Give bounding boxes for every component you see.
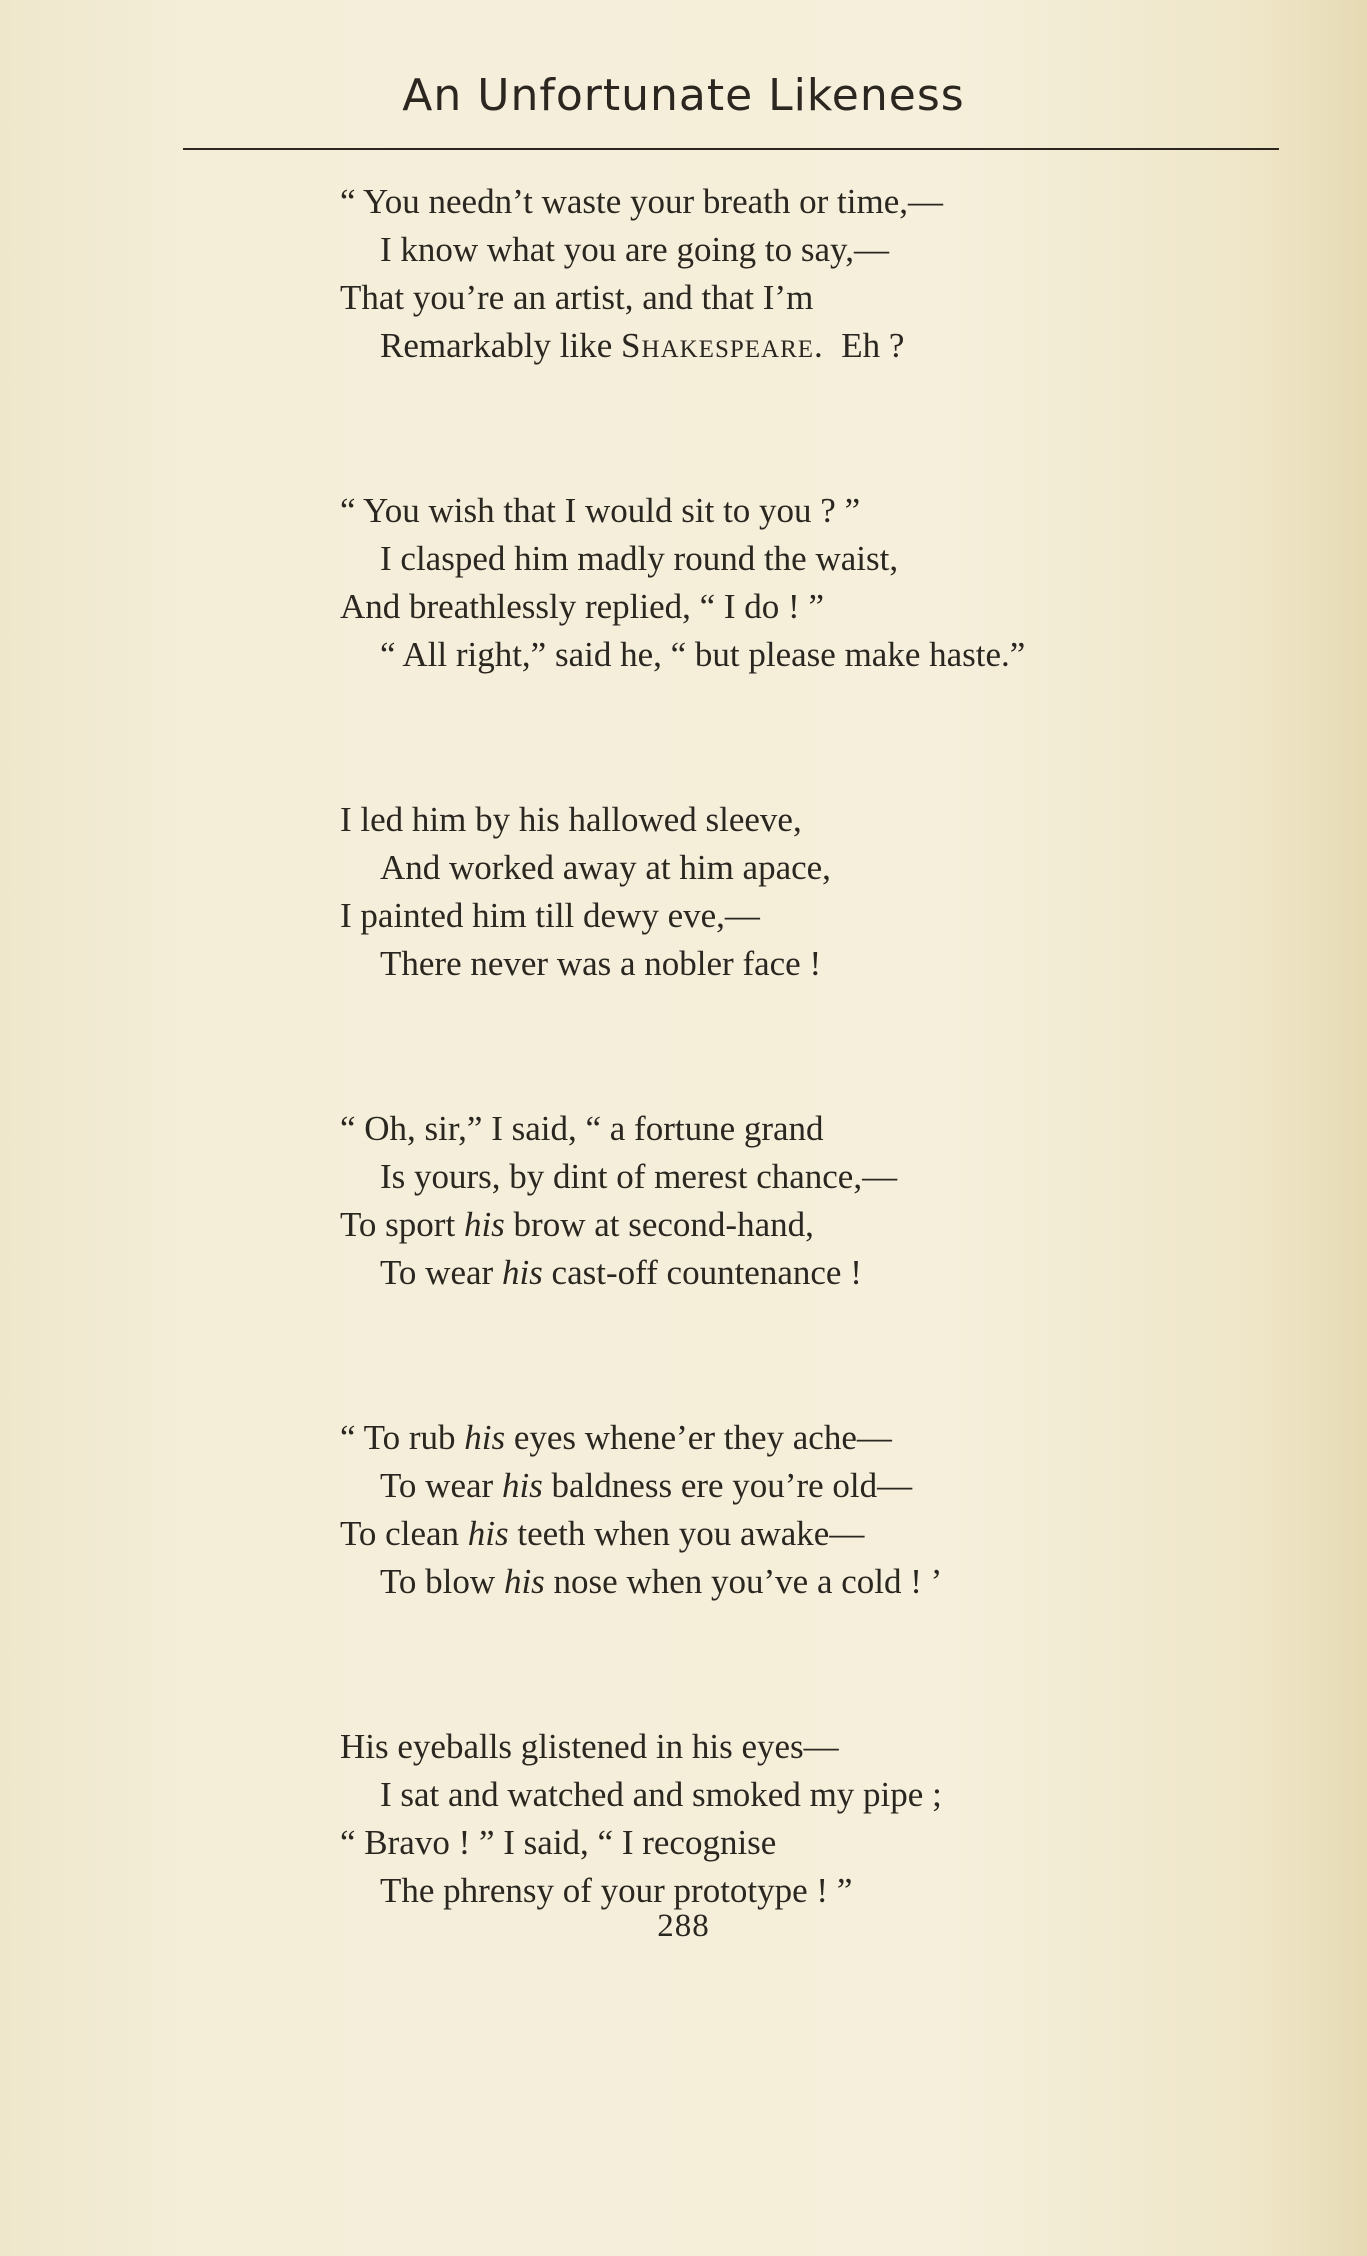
poem-line: I led him by his hallowed sleeve,	[340, 800, 802, 839]
italic-word: his	[464, 1418, 506, 1457]
poem-line: I know what you are going to say,—	[380, 230, 890, 269]
poem-line	[340, 1510, 1240, 1558]
poem-line	[340, 1462, 1240, 1510]
stanza-3	[340, 796, 1240, 988]
italic-word: his	[503, 1562, 545, 1601]
poem-line: “ You wish that I would sit to you ? ”	[340, 491, 861, 530]
stanza-2	[340, 487, 1240, 679]
poem-line: And worked away at him apace,	[380, 848, 831, 887]
poem-line: The phrensy of your prototype ! ”	[380, 1871, 853, 1910]
stanza-6	[340, 1723, 1240, 1915]
italic-word: his	[501, 1466, 543, 1505]
stanza-1	[340, 178, 1240, 370]
poem-line: And breathlessly replied, “ I do ! ”	[340, 587, 825, 626]
name-smallcaps: Shakespeare.	[621, 326, 824, 365]
poem-line: I sat and watched and smoked my pipe ;	[380, 1775, 942, 1814]
poem-line	[340, 322, 1240, 370]
poem-line-text: eyes whene’er they ache—	[505, 1418, 892, 1457]
header-rule	[183, 148, 1279, 150]
poem-line	[340, 1558, 1240, 1606]
poem-line: There never was a nobler face !	[380, 944, 822, 983]
poem-line-text: To wear	[380, 1253, 502, 1292]
poem-line-text: Remarkably like	[380, 326, 622, 365]
poem-line: “ You needn’t waste your breath or time,—	[340, 182, 943, 221]
poem-line-text: cast-off countenance !	[542, 1253, 862, 1292]
poem-line-text: brow at second-hand,	[504, 1205, 814, 1244]
poem-line-text: Eh ?	[823, 326, 905, 365]
italic-word: his	[467, 1514, 509, 1553]
poem-line: “ All right,” said he, “ but please make haste.”	[380, 635, 1026, 674]
poem-line: “ Bravo ! ” I said, “ I recognise	[340, 1823, 777, 1862]
poem-line-text: To sport	[340, 1205, 464, 1244]
poem-line-text: teeth when you awake—	[508, 1514, 865, 1553]
poem-line: I painted him till dewy eve,—	[340, 896, 760, 935]
poem-line-text: To wear	[380, 1466, 502, 1505]
stanza-5	[340, 1414, 1240, 1606]
poem-line-text: nose when you’ve a cold ! ’	[544, 1562, 943, 1601]
poem-line: I clasped him madly round the waist,	[380, 539, 899, 578]
poem-line: “ Oh, sir,” I said, “ a fortune grand	[340, 1109, 824, 1148]
italic-word: his	[463, 1205, 505, 1244]
poem-line: His eyeballs glistened in his eyes—	[340, 1727, 839, 1766]
poem	[340, 178, 1240, 1915]
poem-line-text: baldness ere you’re old—	[542, 1466, 913, 1505]
poem-line-text: “ To rub	[340, 1418, 465, 1457]
stanza-4	[340, 1105, 1240, 1297]
poem-line: Is yours, by dint of merest chance,—	[380, 1157, 898, 1196]
poem-line	[340, 1249, 1240, 1297]
running-header: An Unfortunate Likeness	[402, 70, 965, 121]
italic-word: his	[501, 1253, 543, 1292]
poem-line: That you’re an artist, and that I’m	[340, 278, 814, 317]
poem-line-text: To clean	[340, 1514, 468, 1553]
poem-line	[340, 1414, 1240, 1462]
page-number: 288	[657, 1908, 710, 1944]
poem-line	[340, 1201, 1240, 1249]
poem-line-text: To blow	[380, 1562, 504, 1601]
